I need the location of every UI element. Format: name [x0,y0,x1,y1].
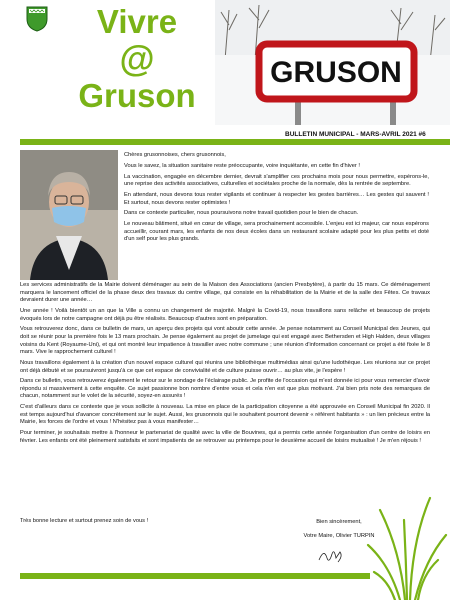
paragraph: Nous travaillons également à la création d'un nouvel espace culturel qui réunira une bibliothèque multimédias ainsi qu'une ludothèque. Les réunions sur ce projet ont déjà débuté et se poursuivront jusqu'à ce que cet espace de convivialité et de culture puisse ouvrir… au plus vite, je l'espère ! [20,359,430,374]
paragraph: Vous le savez, la situation sanitaire reste préoccupante, voire inquiétante, en cette fin d'hiver ! [124,162,360,169]
paragraph: Les services administratifs de la Mairie doivent déménager au sein de la Maison des Associations (ancien Presbytère), à partir du 15 mars. Ce déménagement marquera le lancement officiel de la phase deux des travaux du centre village, qui consiste en la réhabilitation de la Mairie et de la salle des Fêtes. Ce travaux devraient durer une année… [20,282,430,304]
bottom-divider [20,573,370,579]
sign-text: GRUSON [270,56,402,89]
paragraph: Une année ! Voilà bientôt un an que la Ville a connu un changement de majorité. Malgré la Covid-19, nous travaillons sans relâche et beaucoup de projets évoqués lors de notre campagne ont déjà pu être réalisés. Beaucoup d'autres sont en préparation. [20,307,430,322]
top-divider [20,139,450,145]
paragraph: C'est d'ailleurs dans ce contexte que je vous sollicite à nouveau. La mise en place de la participation citoyenne a été approuvée en Conseil Municipal fin 2020. Il est temps aujourd'hui d'avancer concrètement sur le sujet. Aussi, les grusonnois qui le souhaitent pourront devenir « référent habitants » : un lien précieux entre la Mairie, les forces de l'ordre et vous ! N'hésitez pas à vous manifester… [20,404,430,426]
signature-name: Votre Maire, Olivier TURPIN [303,533,375,539]
paragraph: La vaccination, engagée en décembre dernier, devrait s'amplifier ces prochains mois pour nous permettre, espérons-le, une reprise des activités associatives, culturelles et sociétales proche de la normale, dès la rentrée de septembre. [124,173,429,188]
closing-line: Très bonne lecture et surtout prenez soin de vous ! [20,518,149,524]
handwritten-signature-icon [316,546,346,566]
paragraph: Vous retrouverez donc, dans ce bulletin de mars, un aperçu des projets qui vont aboutir cette année. Je pense notamment au Conseil Municipal des Jeunes, qui doit se réunir pour la première fois le 13 mars prochain. Je pense également au projet de jumelage qui est engagé avec Bethersden et High Halden, deux villages voisins du Kent (Royaume-Uni), et qui ont montré leur impatience à travailler avec notre commune ; une réunion d'information concernant ce projet a été fixée le 8 mars. Vive le rapprochement culturel ! [20,326,430,356]
town-crest-icon [26,6,48,32]
letter-body [20,282,430,449]
masthead-title [62,4,212,114]
masthead-line-at: @ [119,38,155,79]
bulletin-label: BULLETIN MUNICIPAL - MARS-AVRIL 2021 #6 [285,131,426,138]
signature-greeting: Bien sincèrement, [316,519,362,525]
grass-decoration-icon [360,490,450,600]
masthead-line-vivre: Vivre [96,3,178,40]
town-sign-photo [215,0,450,125]
paragraph: En attendant, nous devons tous rester vigilants et continuer à respecter les gestes barrières… Les gestes qui sauvent ! Et surtout, nous devons rester optimistes ! [124,191,429,206]
masthead-line-gruson: Gruson [78,77,196,114]
letter-intro [124,152,429,247]
mayor-photo [20,150,118,280]
paragraph: Le nouveau bâtiment, situé en cœur de village, sera prochainement accessible. L'enjeu est ici majeur, car nous espérons accueillir, courant mars, les enfants de nos deux écoles dans un restaurant scolaire adapté pour les plus petits et doté d'un self pour les plus grands. [124,221,429,243]
paragraph: Dans ce contexte particulier, nous poursuivons notre travail quotidien pour le bien de chacun. [124,210,359,217]
paragraph: Pour terminer, je souhaitais mettre à l'honneur le partenariat de qualité avec la ville de Bouvines, qui a permis cette année l'organisation d'un centre de loisirs en février. Les enfants ont été pleinement satisfaits et sont impatients de se retrouver au printemps pour le deuxième accueil de loisirs mutualisé ! Je m'en réjouis ! [20,430,430,444]
paragraph: Chères grusonnoises, chers grusonnois, [124,152,226,158]
paragraph: Dans ce bulletin, vous retrouverez également le retour sur le sondage de l'éclairage public. Je profite de l'occasion qui m'est donnée ici pour vous remercier d'avoir répondu si massivement à cette enquête. Ce sujet passionne bon nombre d'entre vous et cela n'en est que plus motivant. J'ai bien pris note des remarques de chacun, notamment sur le volet de la sécurité, soyez-en assurés ! [20,378,430,400]
